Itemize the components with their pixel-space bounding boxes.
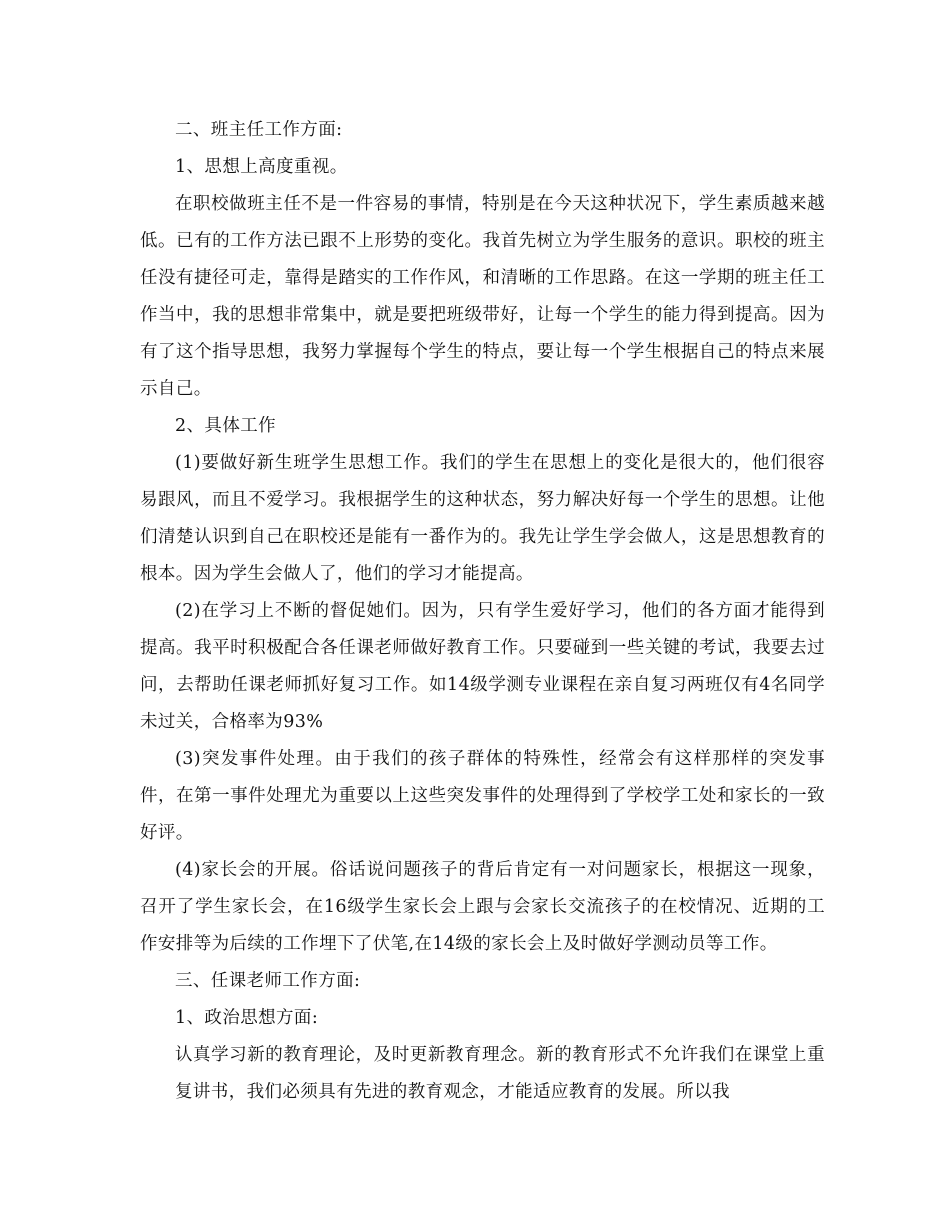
subheading-ideology: 1、思想上高度重视。 [175,157,348,177]
subheading-specific-work: 2、具体工作 [175,416,277,436]
item-study-supervision: (2)在学习上不断的督促她们。因为，只有学生爱好学习，他们的各方面才能得到提高。我平时积极配合各任课老师做好教育工作。只要碰到一些关键的考试，我要去过问，去帮助任课老师抓好复习工作。如14级学测专业课程在亲自复习两班仅有4名同学未过关，合格率为93% [140,601,825,732]
item-freshman-ideology: (1)要做好新生班学生思想工作。我们的学生在思想上的变化是很大的，他们很容易跟风，而且不爱学习。我根据学生的这种状态，努力解决好每一个学生的思想。让他们清楚认识到自己在职校还是能有一番作为的。我先让学生学会做人，这是思想教育的根本。因为学生会做人了，他们的学习才能提高。 [140,453,825,584]
paragraph-education-theory: 认真学习新的教育理论，及时更新教育理念。新的教育形式不允许我们在课堂上重复讲书，我们必须具有先进的教育观念，才能适应教育的发展。所以我 [175,1045,825,1102]
section-heading-2: 二、班主任工作方面: [175,120,343,140]
section-heading-3: 三、任课老师工作方面: [175,971,361,991]
subheading-political: 1、政治思想方面: [175,1008,319,1028]
document-body [140,112,825,1111]
item-parent-meeting: (4)家长会的开展。俗话说问题孩子的背后肯定有一对问题家长，根据这一现象，召开了学生家长会，在16级学生家长会上跟与会家长交流孩子的在校情况、近期的工作安排等为后续的工作埋下了伏笔,在14级的家长会上及时做好学测动员等工作。 [140,860,825,954]
item-emergency-handling: (3)突发事件处理。由于我们的孩子群体的特殊性，经常会有这样那样的突发事件，在第一事件处理尤为重要以上这些突发事件的处理得到了学校学工处和家长的一致好评。 [140,749,825,843]
paragraph-class-teacher: 在职校做班主任不是一件容易的事情，特别是在今天这种状况下，学生素质越来越低。已有的工作方法已跟不上形势的变化。我首先树立为学生服务的意识。职校的班主任没有捷径可走，靠得是踏实的工作作风，和清晰的工作思路。在这一学期的班主任工作当中，我的思想非常集中，就是要把班级带好，让每一个学生的能力得到提高。因为有了这个指导思想，我努力掌握每个学生的特点，要让每一个学生根据自己的特点来展示自己。 [140,194,825,399]
